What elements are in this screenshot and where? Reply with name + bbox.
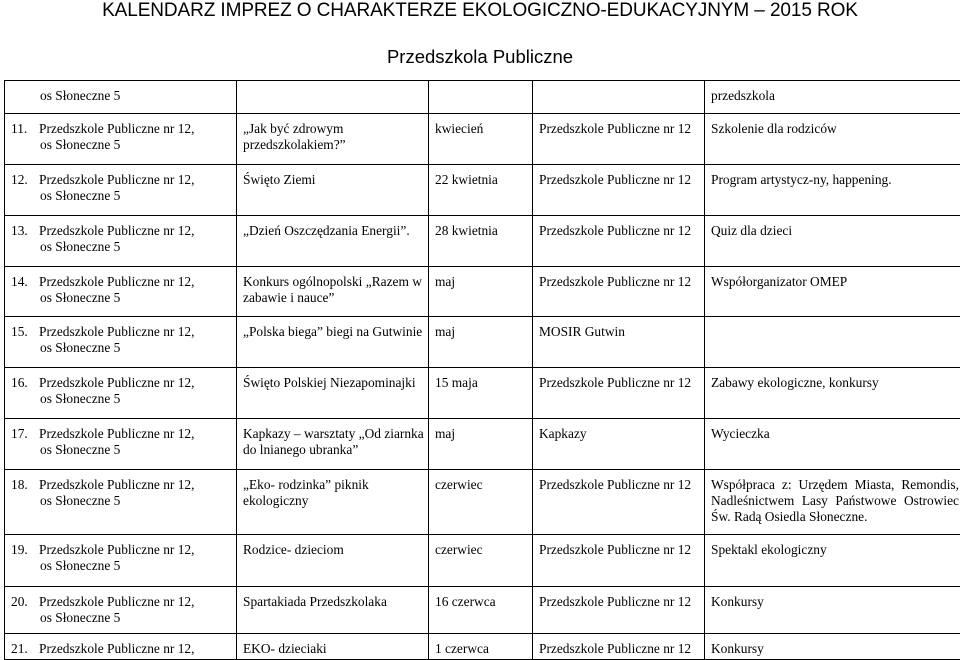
organizer-cell: [5, 535, 237, 587]
table-row-continuation: [5, 81, 960, 114]
organizer-cell: [5, 317, 237, 368]
date-cell: [429, 81, 533, 114]
place-cell: Przedszkole Publiczne nr 12: [533, 216, 705, 267]
organizer-address: os Słoneczne 5: [11, 88, 233, 104]
table-row: [5, 368, 960, 419]
organizer-cell: [5, 587, 237, 634]
place-cell: Przedszkole Publiczne nr 12: [533, 634, 705, 660]
event-cell: Konkurs ogólnopolski „Razem w zabawie i nauce”: [237, 267, 429, 317]
table-row: [5, 114, 960, 165]
row-number: 14.: [11, 274, 39, 290]
event-cell: Święto Polskiej Niezapominajki: [237, 368, 429, 419]
organizer-address: os Słoneczne 5: [11, 239, 233, 255]
notes-cell: przedszkola: [705, 81, 960, 114]
place-cell: Przedszkole Publiczne nr 12: [533, 368, 705, 419]
date-cell: 15 maja: [429, 368, 533, 419]
row-number: 21.: [11, 641, 39, 657]
notes-cell: Zabawy ekologiczne, konkursy: [705, 368, 960, 419]
organizer-name: Przedszkole Publiczne nr 12,: [39, 594, 194, 609]
notes-cell: Współpraca z: Urzędem Miasta, Remondis, Nadleśnictwem Lasy Państwowe Ostrowiec Św. Radą Osiedla Słoneczne.: [705, 470, 960, 535]
organizer-cell: [5, 419, 237, 470]
table-row: [5, 470, 960, 535]
organizer-cell: [5, 634, 237, 660]
date-cell: maj: [429, 317, 533, 368]
organizer-cell: [5, 368, 237, 419]
event-cell: Spartakiada Przedszkolaka: [237, 587, 429, 634]
table-row: [5, 165, 960, 216]
organizer-name: Przedszkole Publiczne nr 12,: [39, 641, 194, 656]
document-subtitle: Przedszkola Publiczne: [0, 46, 960, 68]
organizer-name: Przedszkole Publiczne nr 12,: [39, 121, 194, 136]
organizer-cell: [5, 81, 237, 114]
table-body: [5, 114, 960, 660]
place-cell: Przedszkole Publiczne nr 12: [533, 267, 705, 317]
notes-cell: [705, 317, 960, 368]
notes-cell: Program artystycz-ny, happening.: [705, 165, 960, 216]
organizer-address: os Słoneczne 5: [11, 610, 233, 626]
event-cell: „Polska biega” biegi na Gutwinie: [237, 317, 429, 368]
table-row: [5, 634, 960, 660]
event-cell: „Jak być zdrowym przedszkolakiem?”: [237, 114, 429, 165]
date-cell: maj: [429, 267, 533, 317]
organizer-cell: [5, 470, 237, 535]
table-row: [5, 419, 960, 470]
table-row: [5, 587, 960, 634]
row-number: 20.: [11, 594, 39, 610]
notes-cell: Konkursy: [705, 587, 960, 634]
organizer-name: Przedszkole Publiczne nr 12,: [39, 172, 194, 187]
date-cell: 28 kwietnia: [429, 216, 533, 267]
place-cell: Przedszkole Publiczne nr 12: [533, 587, 705, 634]
place-cell: Przedszkole Publiczne nr 12: [533, 470, 705, 535]
place-cell: Przedszkole Publiczne nr 12: [533, 114, 705, 165]
date-cell: czerwiec: [429, 470, 533, 535]
row-number: 19.: [11, 542, 39, 558]
notes-cell: Spektakl ekologiczny: [705, 535, 960, 587]
organizer-cell: [5, 114, 237, 165]
table-row: [5, 317, 960, 368]
place-cell: Kapkazy: [533, 419, 705, 470]
organizer-address: os Słoneczne 5: [11, 442, 233, 458]
event-cell: Rodzice- dzieciom: [237, 535, 429, 587]
organizer-address: os Słoneczne 5: [11, 391, 233, 407]
place-cell: [533, 81, 705, 114]
place-cell: Przedszkole Publiczne nr 12: [533, 165, 705, 216]
notes-cell: Szkolenie dla rodziców: [705, 114, 960, 165]
date-cell: maj: [429, 419, 533, 470]
event-cell: EKO- dzieciaki: [237, 634, 429, 660]
event-cell: „Dzień Oszczędzania Energii”.: [237, 216, 429, 267]
organizer-name: Przedszkole Publiczne nr 12,: [39, 426, 194, 441]
organizer-name: Przedszkole Publiczne nr 12,: [39, 375, 194, 390]
organizer-address: os Słoneczne 5: [11, 290, 233, 306]
row-number: 13.: [11, 223, 39, 239]
table-row: [5, 267, 960, 317]
organizer-name: Przedszkole Publiczne nr 12,: [39, 477, 194, 492]
organizer-cell: [5, 267, 237, 317]
event-cell: Kapkazy – warsztaty „Od ziarnka do lnianego ubranka”: [237, 419, 429, 470]
organizer-address: os Słoneczne 5: [11, 137, 233, 153]
document-title: KALENDARZ IMPREZ O CHARAKTERZE EKOLOGICZNO-EDUKACYJNYM – 2015 ROK: [0, 0, 960, 22]
date-cell: kwiecień: [429, 114, 533, 165]
notes-cell: Wycieczka: [705, 419, 960, 470]
place-cell: MOSIR Gutwin: [533, 317, 705, 368]
organizer-address: os Słoneczne 5: [11, 558, 233, 574]
event-cell: Święto Ziemi: [237, 165, 429, 216]
row-number: 17.: [11, 426, 39, 442]
date-cell: 22 kwietnia: [429, 165, 533, 216]
notes-cell: Współorganizator OMEP: [705, 267, 960, 317]
row-number: 11.: [11, 121, 39, 137]
place-cell: Przedszkole Publiczne nr 12: [533, 535, 705, 587]
event-cell: [237, 81, 429, 114]
organizer-name: Przedszkole Publiczne nr 12,: [39, 324, 194, 339]
organizer-name: Przedszkole Publiczne nr 12,: [39, 274, 194, 289]
event-cell: „Eko- rodzinka” piknik ekologiczny: [237, 470, 429, 535]
notes-cell: Konkursy: [705, 634, 960, 660]
table-row: [5, 216, 960, 267]
notes-cell: Quiz dla dzieci: [705, 216, 960, 267]
row-number: 16.: [11, 375, 39, 391]
row-number: 12.: [11, 172, 39, 188]
organizer-address: os Słoneczne 5: [11, 340, 233, 356]
organizer-cell: [5, 165, 237, 216]
date-cell: 1 czerwca: [429, 634, 533, 660]
date-cell: 16 czerwca: [429, 587, 533, 634]
row-number: 15.: [11, 324, 39, 340]
organizer-address: os Słoneczne 5: [11, 493, 233, 509]
organizer-name: Przedszkole Publiczne nr 12,: [39, 542, 194, 557]
organizer-name: Przedszkole Publiczne nr 12,: [39, 223, 194, 238]
events-table: [4, 80, 960, 660]
organizer-address: os Słoneczne 5: [11, 188, 233, 204]
date-cell: czerwiec: [429, 535, 533, 587]
row-number: 18.: [11, 477, 39, 493]
table-row: [5, 535, 960, 587]
organizer-cell: [5, 216, 237, 267]
